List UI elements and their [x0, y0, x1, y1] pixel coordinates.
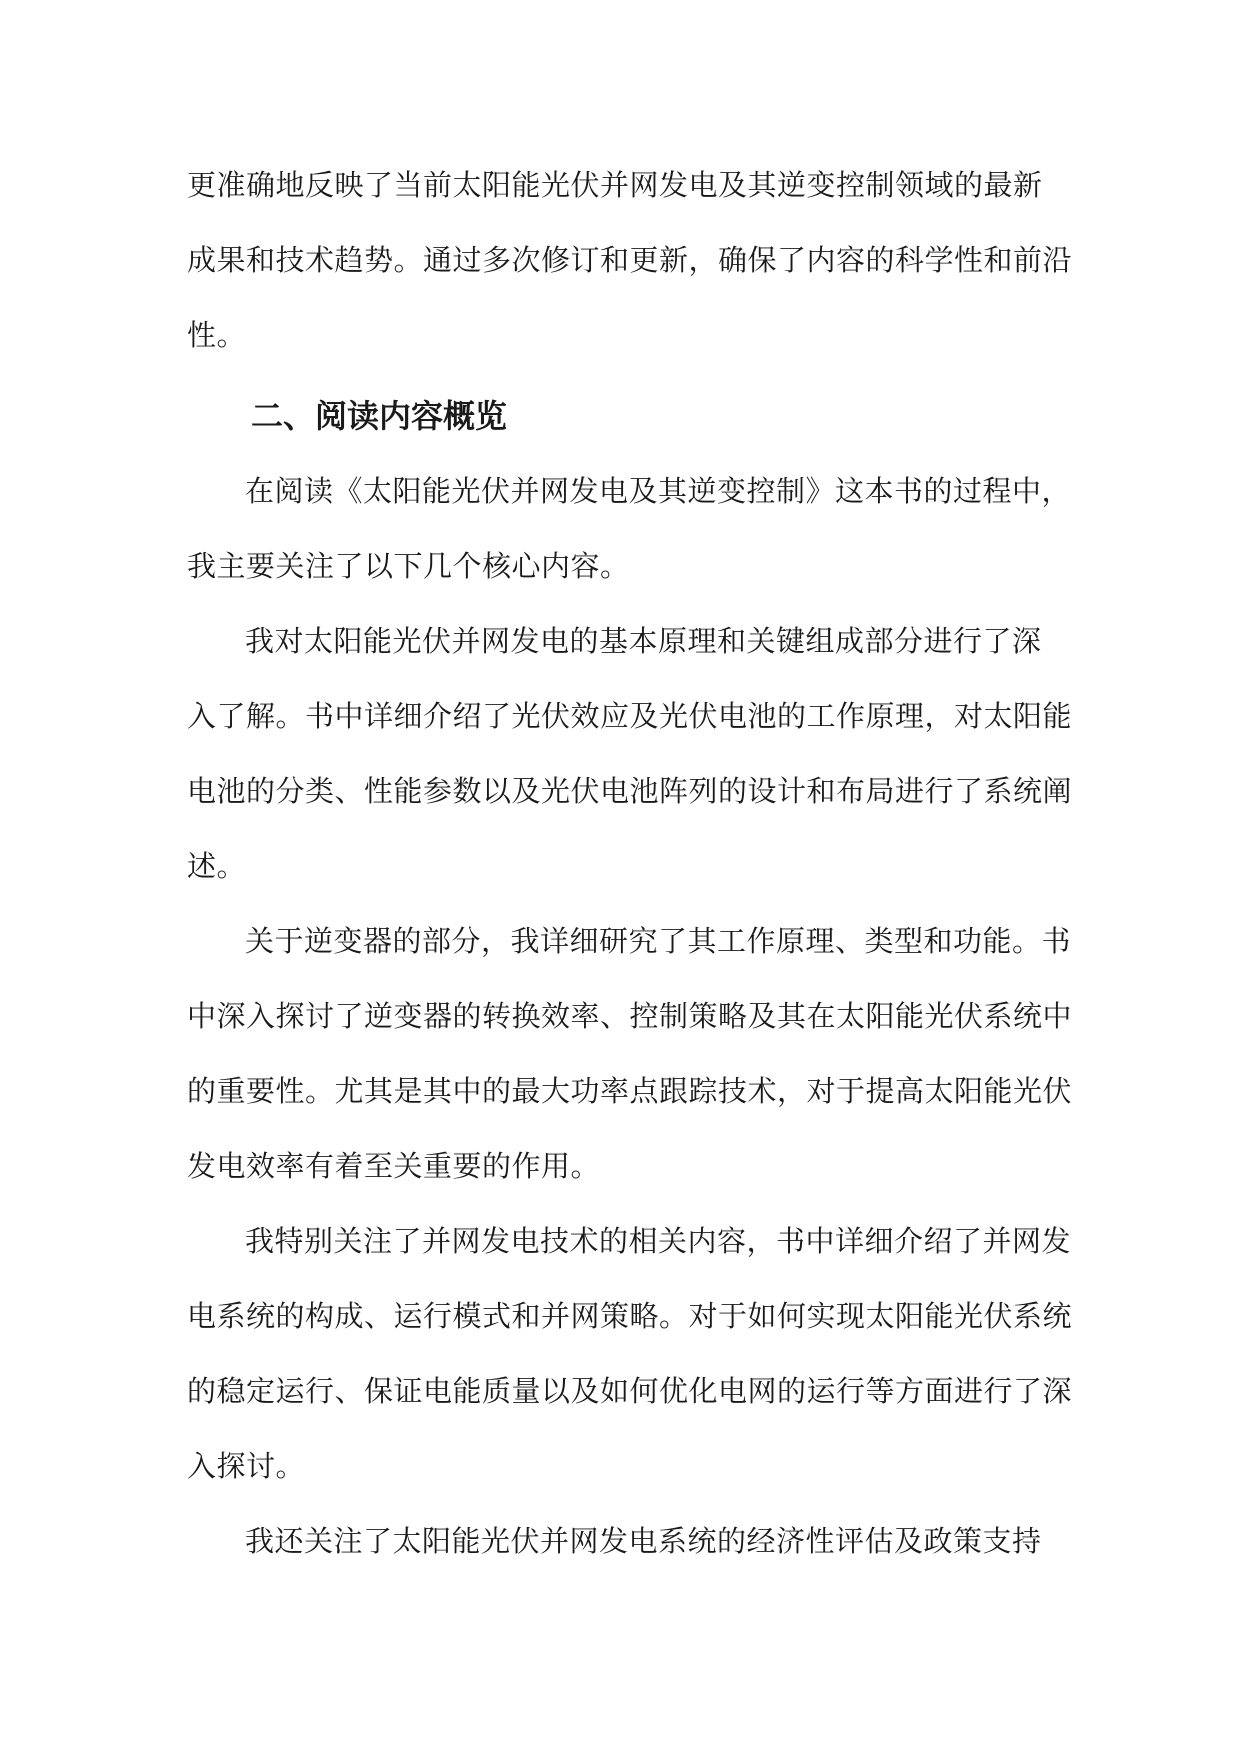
text-line: 述。 — [187, 849, 247, 883]
text-line: 电系统的构成、运行模式和并网策略。对于如何实现太阳能光伏系统 — [187, 1299, 1073, 1333]
paragraph — [187, 1204, 1073, 1504]
text-line: 中深入探讨了逆变器的转换效率、控制策略及其在太阳能光伏系统中 — [187, 999, 1073, 1033]
intro-paragraph — [187, 148, 1073, 373]
text-line: 成果和技术趋势。通过多次修订和更新，确保了内容的科学性和前沿 — [187, 243, 1073, 277]
text-line: 入探讨。 — [187, 1449, 306, 1483]
text-line: 入了解。书中详细介绍了光伏效应及光伏电池的工作原理，对太阳能 — [187, 699, 1073, 733]
text-line: 发电效率有着至关重要的作用。 — [187, 1149, 601, 1183]
text-line: 的稳定运行、保证电能质量以及如何优化电网的运行等方面进行了深 — [187, 1374, 1073, 1408]
text-line: 我特别关注了并网发电技术的相关内容，书中详细介绍了并网发 — [245, 1224, 1072, 1258]
paragraph — [187, 904, 1073, 1204]
paragraph — [187, 454, 1072, 604]
text-line: 我主要关注了以下几个核心内容。 — [187, 549, 630, 583]
text-line: 更准确地反映了当前太阳能光伏并网发电及其逆变控制领域的最新 — [187, 168, 1043, 202]
text-line: 性。 — [187, 318, 247, 352]
text-line: 我对太阳能光伏并网发电的基本原理和关键组成部分进行了深 — [245, 624, 1042, 658]
text-line: 在阅读《太阳能光伏并网发电及其逆变控制》这本书的过程中， — [245, 474, 1072, 508]
document-body — [187, 148, 1073, 1579]
text-line: 关于逆变器的部分，我详细研究了其工作原理、类型和功能。书 — [245, 924, 1072, 958]
text-line: 的重要性。尤其是其中的最大功率点跟踪技术，对于提高太阳能光伏 — [187, 1074, 1073, 1108]
text-line: 电池的分类、性能参数以及光伏电池阵列的设计和布局进行了系统阐 — [187, 774, 1073, 808]
paragraph — [187, 1504, 1067, 1579]
paragraph — [187, 604, 1073, 904]
text-line: 我还关注了太阳能光伏并网发电系统的经济性评估及政策支持 — [245, 1524, 1042, 1558]
section-heading: 二、阅读内容概览 — [251, 397, 508, 435]
